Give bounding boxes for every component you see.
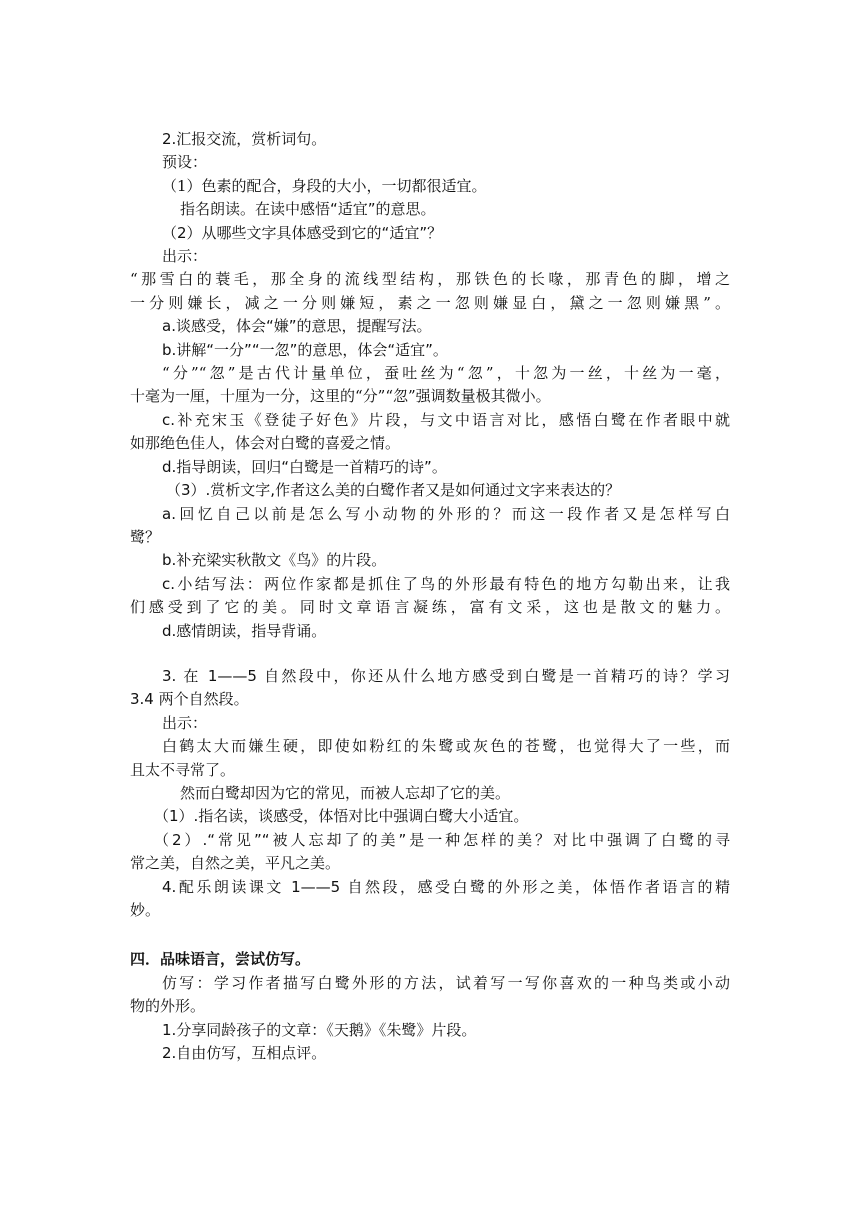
imitation-item-1: 1.分享同龄孩子的文章：《天鹅》《朱鹭》片段。 (162, 1020, 477, 1039)
step-2-heading: 2.汇报交流，赏析词句。 (162, 130, 327, 148)
preset-item-2: （2）从哪些文字具体感受到它的“适宜”？ (162, 223, 443, 242)
analysis-c-line-1: c.补充宋玉《登徒子好色》片段，与文中语言对比，感悟白鹭在作者眼中就 (162, 410, 730, 429)
analysis-a: a.谈感受，体会“嫌”的意思，提醒写法。 (162, 317, 432, 336)
imitation-item-2: 2.自由仿写，互相点评。 (162, 1044, 327, 1063)
section-gap-1 (130, 643, 730, 665)
step-4-line-2: 妙。 (130, 901, 161, 919)
question-a-line-1: a.回忆自己以前是怎么写小动物的外形的？而这一段作者又是怎样写白 (162, 504, 730, 523)
unit-explanation-line-1: “分”“忽”是古代计量单位，蚕吐丝为“忽”，十忽为一丝，十丝为一毫， (162, 364, 730, 383)
quote-2-line-2: 且太不寻常了。 (130, 760, 236, 779)
preset-label: 预设： (162, 153, 208, 172)
show-label-1: 出示： (162, 247, 208, 266)
imitation-writing-line-2: 物的外形。 (130, 997, 206, 1016)
reading-instruction-1: 指名朗读。在读中感悟“适宜”的意思。 (180, 200, 436, 219)
preset-item-1: （1）色素的配合，身段的大小，一切都很适宜。 (162, 176, 487, 195)
step-4-line-1: 4.配乐朗读课文 1——5 自然段，感受白鹭的外形之美，体悟作者语言的精 (162, 877, 730, 896)
quote-1-line-1: “那雪白的蓑毛，那全身的流线型结构，那铁色的长喙，那青色的脚，增之 (130, 270, 730, 289)
unit-explanation-line-2: 十毫为一厘，十厘为一分，这里的“分”“忽”强调数量极其微小。 (130, 387, 551, 406)
section-gap-2 (130, 922, 730, 948)
preset-item-3: （3）.赏析文字,作者这么美的白鹭作者又是如何通过文字来表达的？ (166, 481, 621, 500)
question-a-line-2: 鹭？ (130, 527, 161, 546)
response-1: （1）.指名读，谈感受，体悟对比中强调白鹭大小适宜。 (154, 807, 529, 826)
step-3-line-2: 3.4 两个自然段。 (130, 690, 249, 709)
response-2-line-1: （2）.“常见”“被人忘却了的美”是一种怎样的美？对比中强调了白鹭的寻 (154, 830, 730, 849)
analysis-b: b.讲解“一分”“一忽”的意思，体会“适宜”。 (162, 340, 448, 359)
quote-3: 然而白鹭却因为它的常见，而被人忘却了它的美。 (180, 783, 511, 802)
quote-1-line-2: 一分则嫌长，减之一分则嫌短，素之一忽则嫌显白，黛之一忽则嫌黑”。 (130, 293, 730, 312)
document-content (130, 128, 730, 1065)
imitation-writing-line-1: 仿写：学习作者描写白鹭外形的方法，试着写一写你喜欢的一种鸟类或小动 (162, 973, 730, 992)
show-label-2: 出示： (162, 713, 208, 732)
analysis-c-line-2: 如那绝色佳人，体会对白鹭的喜爱之情。 (130, 434, 401, 453)
section-heading: 四．品味语言，尝试仿写。 (130, 950, 311, 969)
question-b: b.补充梁实秋散文《鸟》的片段。 (162, 551, 387, 570)
response-2-line-2: 常之美，自然之美，平凡之美。 (130, 854, 341, 873)
summary-c-line-1: c.小结写法：两位作家都是抓住了鸟的外形最有特色的地方勾勒出来，让我 (162, 574, 730, 593)
analysis-d: d.指导朗读，回归“白鹭是一首精巧的诗”。 (162, 457, 447, 476)
summary-c-line-2: 们感受到了它的美。同时文章语言凝练，富有文采，这也是散文的魅力。 (130, 598, 730, 617)
quote-2-line-1: 白鹤太大而嫌生硬，即使如粉红的朱鹭或灰色的苍鹭，也觉得大了一些，而 (162, 737, 730, 756)
summary-d: d.感情朗读，指导背诵。 (162, 621, 327, 640)
step-3-line-1: 3. 在 1——5 自然段中，你还从什么地方感受到白鹭是一首精巧的诗？学习 (162, 666, 730, 685)
